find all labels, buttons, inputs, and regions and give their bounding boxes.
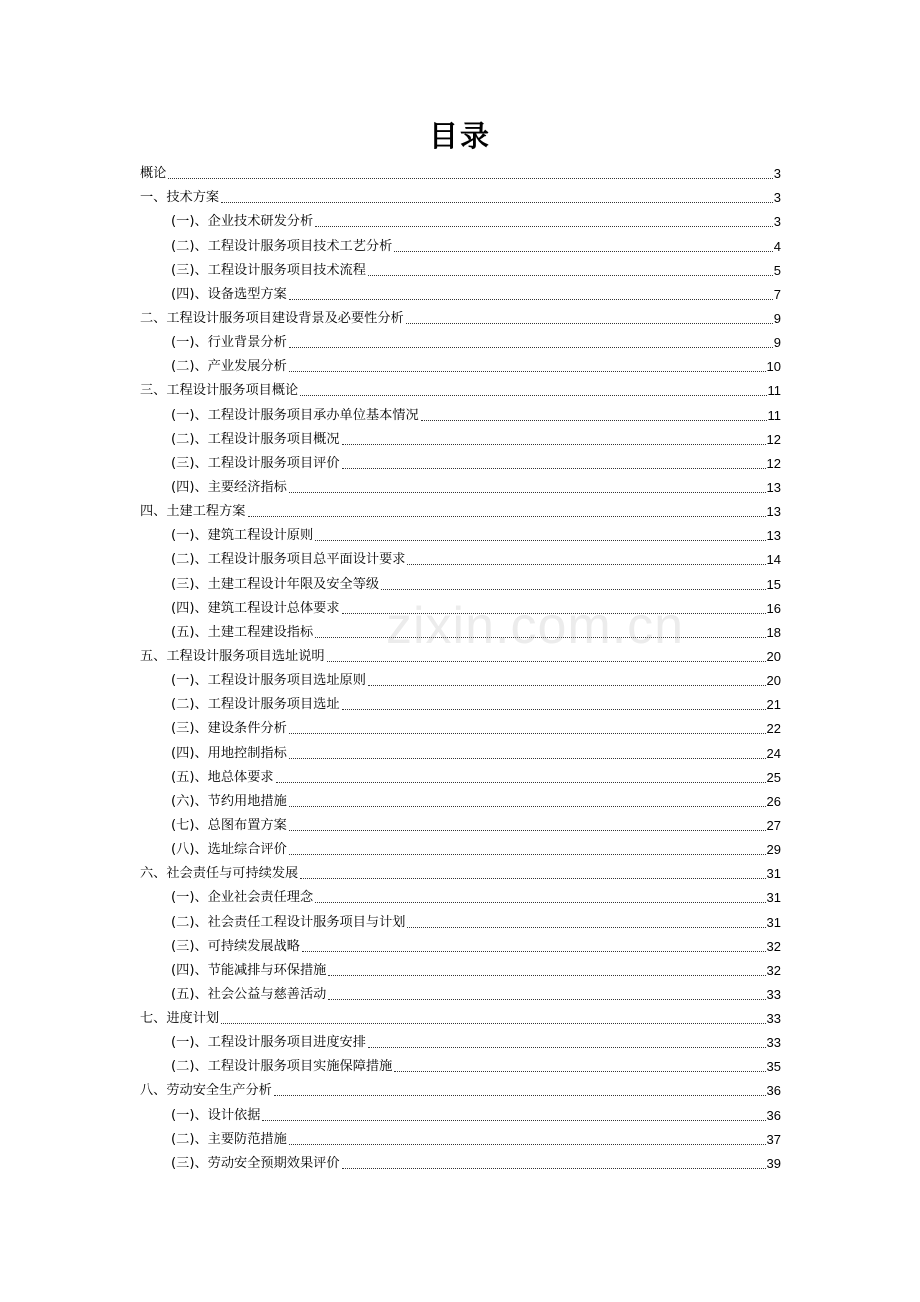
toc-page-number: 3 xyxy=(773,166,781,182)
toc-entry-title: (三)、工程设计服务项目技术流程 xyxy=(171,262,366,278)
toc-dot-leader xyxy=(289,299,773,300)
toc-entry-title: 六、社会责任与可持续发展 xyxy=(140,866,299,882)
toc-page-number: 13 xyxy=(766,479,781,495)
toc-entry-title: (四)、节能减排与环保措施 xyxy=(171,962,327,978)
toc-dot-leader xyxy=(327,661,766,662)
toc-entry-title: (二)、工程设计服务项目概况 xyxy=(171,431,340,447)
toc-dot-leader xyxy=(289,830,766,831)
toc-page-number: 15 xyxy=(766,576,781,592)
toc-dot-leader xyxy=(368,1047,766,1048)
toc-page-number: 31 xyxy=(766,866,781,882)
toc-entry-title: (一)、行业背景分析 xyxy=(171,335,287,351)
toc-page-number: 33 xyxy=(766,986,781,1002)
toc-section-entry[interactable] xyxy=(140,474,781,498)
toc-dot-leader xyxy=(421,420,767,421)
toc-dot-leader xyxy=(300,878,765,879)
toc-dot-leader xyxy=(315,226,773,227)
toc-page-number: 21 xyxy=(766,697,781,713)
toc-page-number: 36 xyxy=(766,1107,781,1123)
toc-section-entry[interactable] xyxy=(140,739,781,763)
toc-page-number: 32 xyxy=(766,962,781,978)
toc-page-number: 14 xyxy=(766,552,781,568)
toc-dot-leader xyxy=(394,251,772,252)
toc-section-entry[interactable] xyxy=(140,764,781,788)
toc-dot-leader xyxy=(289,371,766,372)
toc-entry-title: (二)、工程设计服务项目选址 xyxy=(171,697,340,713)
toc-dot-leader xyxy=(342,613,766,614)
toc-page-number: 20 xyxy=(766,673,781,689)
toc-section-entry[interactable] xyxy=(140,1126,781,1150)
toc-dot-leader xyxy=(368,275,773,276)
toc-section-entry[interactable] xyxy=(140,715,781,739)
toc-dot-leader xyxy=(289,492,766,493)
toc-section-entry[interactable] xyxy=(140,836,781,860)
toc-page-number: 7 xyxy=(773,286,781,302)
toc-section-entry[interactable] xyxy=(140,257,781,281)
toc-section-entry[interactable] xyxy=(140,981,781,1005)
toc-page-number: 4 xyxy=(773,238,781,254)
toc-entry-title: (四)、设备选型方案 xyxy=(171,286,287,302)
toc-chapter-entry[interactable] xyxy=(140,184,781,208)
toc-section-entry[interactable] xyxy=(140,595,781,619)
watermark-text: zixin.com.cn xyxy=(386,597,685,655)
toc-dot-leader xyxy=(406,323,773,324)
toc-page-number: 18 xyxy=(766,624,781,640)
toc-entry-title: (一)、企业社会责任理念 xyxy=(171,890,314,906)
toc-dot-leader xyxy=(289,758,766,759)
toc-entry-title: 三、工程设计服务项目概论 xyxy=(140,383,299,399)
toc-entry-title: (五)、土建工程建设指标 xyxy=(171,624,314,640)
toc-chapter-entry[interactable] xyxy=(140,1077,781,1101)
toc-entry-title: 五、工程设计服务项目选址说明 xyxy=(140,648,325,664)
toc-dot-leader xyxy=(221,202,773,203)
toc-dot-leader xyxy=(315,540,765,541)
toc-page-number: 35 xyxy=(766,1059,781,1075)
toc-entry-title: 七、进度计划 xyxy=(140,1011,220,1027)
toc-chapter-entry[interactable] xyxy=(140,160,781,184)
toc-entry-title: 二、工程设计服务项目建设背景及必要性分析 xyxy=(140,310,404,326)
toc-section-entry[interactable] xyxy=(140,884,781,908)
toc-dot-leader xyxy=(302,951,766,952)
toc-entry-title: (二)、社会责任工程设计服务项目与计划 xyxy=(171,914,406,930)
toc-section-entry[interactable] xyxy=(140,667,781,691)
toc-dot-leader xyxy=(168,178,772,179)
toc-entry-title: (四)、建筑工程设计总体要求 xyxy=(171,600,340,616)
toc-dot-leader xyxy=(381,589,765,590)
toc-section-entry[interactable] xyxy=(140,522,781,546)
toc-page-number: 37 xyxy=(766,1131,781,1147)
toc-entry-title: 一、技术方案 xyxy=(140,190,220,206)
toc-dot-leader xyxy=(221,1023,765,1024)
toc-page-number: 11 xyxy=(767,407,781,423)
toc-dot-leader xyxy=(342,444,766,445)
toc-section-entry[interactable] xyxy=(140,426,781,450)
toc-page-number: 10 xyxy=(766,359,781,375)
toc-section-entry[interactable] xyxy=(140,401,781,425)
toc-dot-leader xyxy=(407,564,765,565)
toc-dot-leader xyxy=(289,806,766,807)
toc-page-number: 24 xyxy=(766,745,781,761)
toc-section-entry[interactable] xyxy=(140,546,781,570)
toc-page-number: 31 xyxy=(766,890,781,906)
toc-chapter-entry[interactable] xyxy=(140,498,781,522)
toc-section-entry[interactable] xyxy=(140,232,781,256)
toc-dot-leader xyxy=(289,854,766,855)
toc-page-number: 12 xyxy=(766,455,781,471)
toc-page-number: 13 xyxy=(766,528,781,544)
toc-page-number: 27 xyxy=(766,817,781,833)
toc-section-entry[interactable] xyxy=(140,1101,781,1125)
toc-entry-title: (三)、建设条件分析 xyxy=(171,721,287,737)
toc-entry-title: (七)、总图布置方案 xyxy=(171,817,287,833)
toc-section-entry[interactable] xyxy=(140,908,781,932)
toc-page-number: 25 xyxy=(766,769,781,785)
toc-dot-leader xyxy=(315,902,765,903)
toc-entry-title: 概论 xyxy=(140,166,167,182)
toc-dot-leader xyxy=(368,685,766,686)
toc-chapter-entry[interactable] xyxy=(140,305,781,329)
toc-entry-title: 八、劳动安全生产分析 xyxy=(140,1083,272,1099)
toc-dot-leader xyxy=(407,927,765,928)
toc-page-number: 13 xyxy=(766,504,781,520)
toc-entry-title: (三)、可持续发展战略 xyxy=(171,938,300,954)
toc-section-entry[interactable] xyxy=(140,1053,781,1077)
toc-entry-title: (三)、土建工程设计年限及安全等级 xyxy=(171,576,380,592)
toc-entry-title: (一)、建筑工程设计原则 xyxy=(171,528,314,544)
toc-page-number: 39 xyxy=(766,1155,781,1171)
toc-page-number: 3 xyxy=(773,214,781,230)
toc-entry-title: (一)、设计依据 xyxy=(171,1107,261,1123)
toc-entry-title: (五)、社会公益与慈善活动 xyxy=(171,986,327,1002)
toc-page-number: 26 xyxy=(766,793,781,809)
toc-page-number: 5 xyxy=(773,262,781,278)
toc-entry-title: (二)、工程设计服务项目总平面设计要求 xyxy=(171,552,406,568)
toc-entry-title: 四、土建工程方案 xyxy=(140,504,246,520)
toc-dot-leader xyxy=(276,782,766,783)
toc-page-number: 11 xyxy=(767,383,781,399)
toc-dot-leader xyxy=(262,1120,765,1121)
toc-page-number: 32 xyxy=(766,938,781,954)
toc-entry-title: (五)、地总体要求 xyxy=(171,769,274,785)
toc-dot-leader xyxy=(300,395,766,396)
toc-entry-title: (二)、工程设计服务项目实施保障措施 xyxy=(171,1059,393,1075)
toc-section-entry[interactable] xyxy=(140,570,781,594)
toc-dot-leader xyxy=(328,975,765,976)
toc-page-number: 9 xyxy=(773,335,781,351)
toc-page-number: 12 xyxy=(766,431,781,447)
toc-page-number: 16 xyxy=(766,600,781,616)
toc-title: 目录 xyxy=(428,119,491,153)
toc-section-entry[interactable] xyxy=(140,329,781,353)
toc-entry-title: (三)、工程设计服务项目评价 xyxy=(171,455,340,471)
toc-section-entry[interactable] xyxy=(140,619,781,643)
toc-entry-title: (一)、企业技术研发分析 xyxy=(171,214,314,230)
toc-section-entry[interactable] xyxy=(140,353,781,377)
toc-dot-leader xyxy=(315,637,765,638)
toc-entry-title: (四)、用地控制指标 xyxy=(171,745,287,761)
toc-dot-leader xyxy=(289,1144,766,1145)
toc-entry-title: (六)、节约用地措施 xyxy=(171,793,287,809)
toc-entry-title: (一)、工程设计服务项目选址原则 xyxy=(171,673,366,689)
toc-dot-leader xyxy=(342,1168,766,1169)
toc-entry-title: (一)、工程设计服务项目承办单位基本情况 xyxy=(171,407,419,423)
toc-entry-title: (八)、选址综合评价 xyxy=(171,842,287,858)
toc-dot-leader xyxy=(394,1071,765,1072)
toc-dot-leader xyxy=(342,709,766,710)
toc-entry-title: (四)、主要经济指标 xyxy=(171,479,287,495)
toc-section-entry[interactable] xyxy=(140,933,781,957)
toc-entry-title: (二)、工程设计服务项目技术工艺分析 xyxy=(171,238,393,254)
toc-entry-title: (二)、主要防范措施 xyxy=(171,1131,287,1147)
toc-dot-leader xyxy=(289,733,766,734)
toc-page-number: 9 xyxy=(773,310,781,326)
toc-list xyxy=(140,160,781,1174)
toc-entry-title: (三)、劳动安全预期效果评价 xyxy=(171,1155,340,1171)
toc-section-entry[interactable] xyxy=(140,1150,781,1174)
toc-entry-title: (二)、产业发展分析 xyxy=(171,359,287,375)
toc-section-entry[interactable] xyxy=(140,788,781,812)
toc-page-number: 20 xyxy=(766,648,781,664)
toc-dot-leader xyxy=(274,1095,766,1096)
toc-page-number: 22 xyxy=(766,721,781,737)
toc-entry-title: (一)、工程设计服务项目进度安排 xyxy=(171,1035,366,1051)
toc-section-entry[interactable] xyxy=(140,957,781,981)
toc-page-number: 33 xyxy=(766,1035,781,1051)
toc-page-number: 31 xyxy=(766,914,781,930)
toc-page-number: 3 xyxy=(773,190,781,206)
toc-section-entry[interactable] xyxy=(140,812,781,836)
toc-page-number: 33 xyxy=(766,1011,781,1027)
toc-chapter-entry[interactable] xyxy=(140,643,781,667)
toc-dot-leader xyxy=(289,347,773,348)
toc-dot-leader xyxy=(328,999,765,1000)
toc-section-entry[interactable] xyxy=(140,1029,781,1053)
toc-section-entry[interactable] xyxy=(140,691,781,715)
toc-dot-leader xyxy=(342,468,766,469)
toc-page-number: 29 xyxy=(766,842,781,858)
toc-section-entry[interactable] xyxy=(140,281,781,305)
toc-section-entry[interactable] xyxy=(140,450,781,474)
toc-page-number: 36 xyxy=(766,1083,781,1099)
toc-chapter-entry[interactable] xyxy=(140,860,781,884)
toc-section-entry[interactable] xyxy=(140,208,781,232)
toc-chapter-entry[interactable] xyxy=(140,1005,781,1029)
toc-dot-leader xyxy=(248,516,766,517)
toc-chapter-entry[interactable] xyxy=(140,377,781,401)
